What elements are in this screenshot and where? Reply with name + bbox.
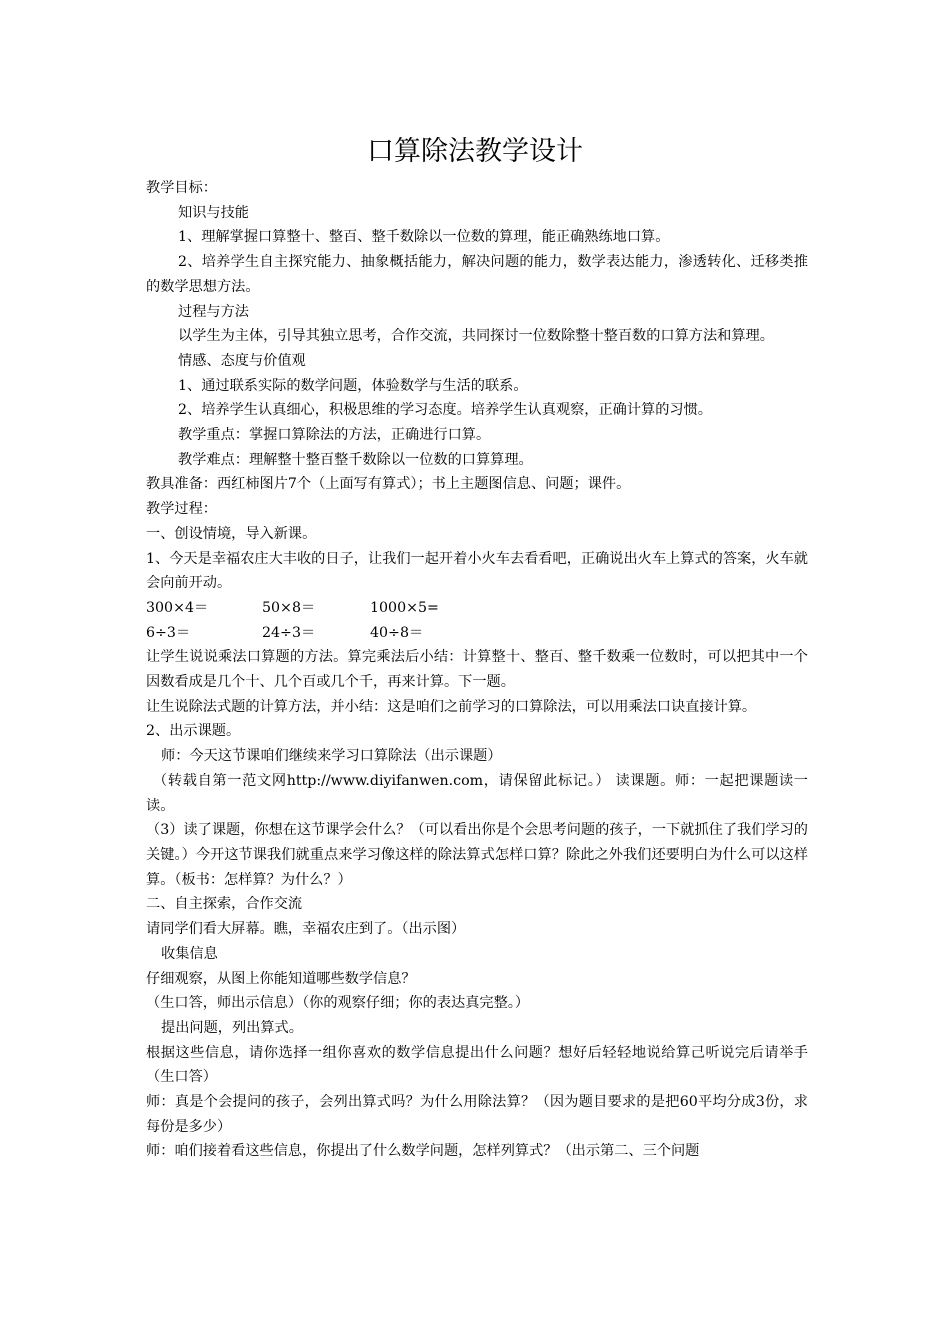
paragraph: 教学难点：理解整十整百整千数除以一位数的口算算理。 — [178, 451, 533, 468]
paragraph: 让生说除法式题的计算方法，并小结：这是咱们之前学习的口算除法，可以用乘法口诀直接计算。 — [146, 698, 757, 715]
math-expression: 6÷3＝ — [146, 624, 191, 641]
paragraph: （3）读了课题，你想在这节课学会什么？（可以看出你是个会思考问题的孩子，一下就抓住了我们学习的关键。）今开这节课我们就重点来学习像这样的除法算式怎样口算？除此之外我们还要明白为什么可以这样算。（板书：怎样算？为什么？） — [146, 822, 808, 888]
math-expression: 40÷8＝ — [370, 624, 424, 641]
math-row — [146, 621, 808, 646]
paragraph: 过程与方法 — [178, 303, 249, 320]
paragraph: 收集信息 — [161, 945, 218, 962]
paragraph: 情感、态度与价值观 — [178, 352, 306, 369]
paragraph: 提出问题，列出算式。 — [161, 1019, 303, 1036]
paragraph: 师：咱们接着看这些信息，你提出了什么数学问题，怎样列算式？（出示第二、三个问题 — [146, 1143, 700, 1160]
paragraph: 以学生为主体，引导其独立思考，合作交流，共同探讨一位数除整十整百数的口算方法和算理。 — [178, 328, 774, 345]
paragraph: 一、创设情境，导入新课。 — [146, 525, 317, 542]
paragraph: 2、培养学生自主探究能力、抽象概括能力，解决问题的能力，数学表达能力，渗透转化、迁移类推的数学思想方法。 — [146, 254, 808, 295]
paragraph: 1、理解掌握口算整十、整百、整千数除以一位数的算理，能正确熟练地口算。 — [178, 229, 670, 246]
paragraph: 师：真是个会提问的孩子，会列出算式吗？为什么用除法算？（因为题目要求的是把60平均分成3份，求每份是多少） — [146, 1094, 808, 1135]
math-expression: 24÷3＝ — [262, 624, 316, 641]
paragraph: 教学目标： — [146, 180, 217, 196]
paragraph: 1、今天是幸福农庄大丰收的日子，让我们一起开着小火车去看看吧，正确说出火车上算式的答案，火车就会向前开动。 — [146, 550, 808, 592]
document-body — [146, 176, 808, 1164]
paragraph: 2、培养学生认真细心，积极思维的学习态度。培养学生认真观察，正确计算的习惯。 — [178, 402, 712, 419]
paragraph: 根据这些信息，请你选择一组你喜欢的数学信息提出什么问题？想好后轻轻地说给算己听说完后请举手（生口答） — [146, 1044, 808, 1086]
math-expression: 1000×5= — [370, 599, 439, 616]
paragraph: 仔细观察，从图上你能知道哪些数学信息？ — [146, 970, 416, 987]
paragraph: （转载自第一范文网http://www.diyifanwen.com，请保留此标记。） 读课题。师：一起把课题读一读。 — [146, 772, 808, 814]
paragraph: 让学生说说乘法口算题的方法。算完乘法后小结：计算整十、整百、整千数乘一位数时，可以把其中一个因数看成是几个十、几个百或几个千，再来计算。下一题。 — [146, 649, 808, 691]
math-row — [146, 596, 808, 621]
paragraph: 教学重点：掌握口算除法的方法，正确进行口算。 — [178, 427, 491, 444]
paragraph: 教学过程： — [146, 501, 217, 518]
paragraph: 2、出示课题。 — [146, 723, 241, 740]
math-expression: 300×4＝ — [146, 599, 209, 616]
paragraph: 知识与技能 — [178, 204, 249, 221]
document-title: 口算除法教学设计 — [367, 136, 583, 167]
math-expression: 50×8＝ — [262, 599, 316, 616]
paragraph: （生口答，师出示信息）（你的观察仔细；你的表达真完整。） — [146, 995, 530, 1012]
paragraph: 请同学们看大屏幕。瞧，幸福农庄到了。（出示图） — [146, 921, 466, 938]
paragraph: 师：今天这节课咱们继续来学习口算除法（出示课题） — [161, 748, 502, 765]
paragraph: 二、自主探索，合作交流 — [146, 896, 303, 913]
paragraph: 教具准备：西红柿图片7个（上面写有算式）；书上主题图信息、问题；课件。 — [146, 476, 631, 493]
paragraph: 1、通过联系实际的数学问题，体验数学与生活的联系。 — [178, 377, 528, 394]
